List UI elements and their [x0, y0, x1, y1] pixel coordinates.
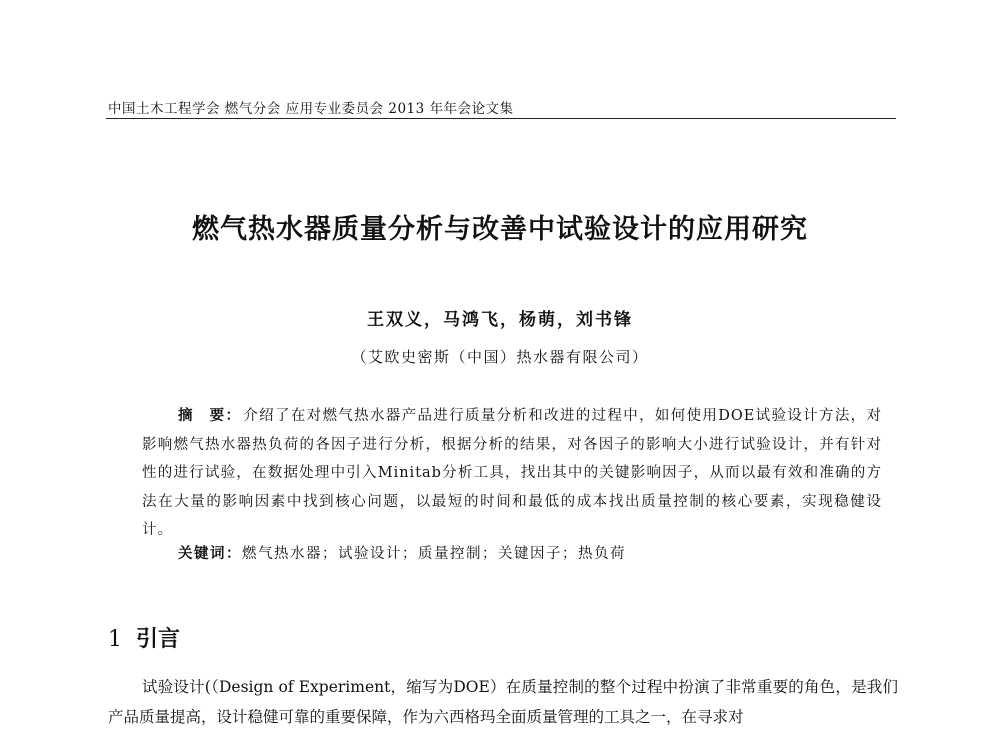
body-paragraph: 试验设计(（Design of Experiment，缩写为DOE）在质量控制的整个过程中扮演了非常重要的角色，是我们产品质量提高，设计稳健可靠的重要保障，作为六西格玛全面质量管理的工具之一，在寻求对 — [108, 678, 898, 726]
keywords-label: 关键词： — [178, 546, 242, 562]
abstract — [142, 402, 882, 545]
abstract-label: 摘 要： — [178, 408, 242, 424]
abstract-text: 介绍了在对燃气热水器产品进行质量分析和改进的过程中，如何使用DOE试验设计方法，对影响燃气热水器热负荷的各因子进行分析，根据分析的结果，对各因子的影响大小进行试验设计，并有针对性的进行试验，在数据处理中引入Minitab分析工具，找出其中的关键影响因子，从而以最有效和准确的方法在大量的影响因素中找到核心问题，以最短的时间和最低的成本找出质量控制的核心要素，实现稳健设计。 — [142, 408, 882, 538]
section-number: 1 — [108, 627, 122, 652]
section-title: 引言 — [136, 627, 181, 652]
paper-title: 燃气热水器质量分析与改善中试验设计的应用研究 — [192, 214, 808, 245]
paper-affiliation: （艾欧史密斯（中国）热水器有限公司） — [351, 348, 649, 366]
keywords-text: 燃气热水器；试验设计；质量控制；关键因子；热负荷 — [242, 546, 626, 562]
section-body — [108, 672, 898, 732]
running-header: 中国土木工程学会 燃气分会 应用专业委员会 2013 年年会论文集 — [108, 101, 514, 117]
header-rule — [106, 118, 896, 119]
section-heading-intro — [108, 622, 180, 653]
keywords — [178, 542, 626, 563]
paper-authors: 王双义，马鸿飞，杨萌，刘书锋 — [367, 310, 633, 330]
